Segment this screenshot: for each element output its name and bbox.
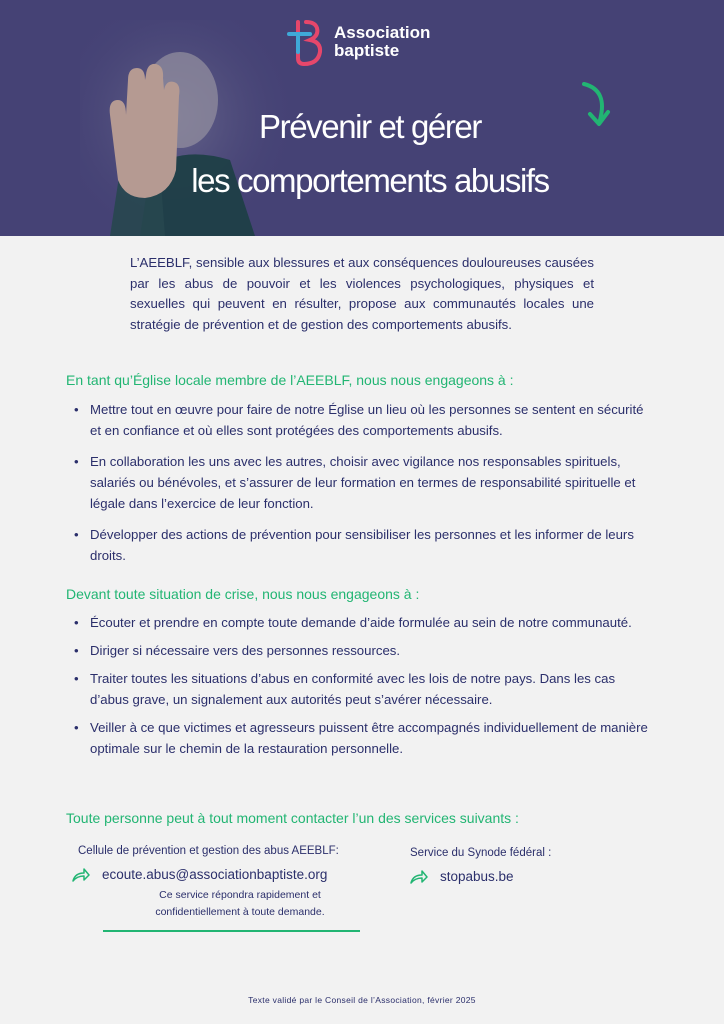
title-line-1: Prévenir et gérer <box>259 108 481 145</box>
logo-mark-icon <box>286 18 326 66</box>
list-item: • Écouter et prendre en compte toute demande d’aide formulée au sein de notre communauté. <box>74 615 632 630</box>
list-item: • Mettre tout en œuvre pour faire de notre Église un lieu où les personnes se sentent en sécurité et en confiance et où elles sont protégées des comportements abusifs. <box>74 402 644 438</box>
list-item: • Diriger si nécessaire vers des personnes ressources. <box>74 643 401 658</box>
curved-arrow-icon <box>578 80 614 132</box>
cell-label: Cellule de prévention et gestion des abus AEEBLF: <box>78 845 339 857</box>
synode-link[interactable] <box>410 869 514 884</box>
crisis-list <box>72 612 652 759</box>
share-arrow-icon <box>72 868 90 882</box>
contacts-heading: Toute personne peut à tout moment contacter l’un des services suivants : <box>66 810 519 826</box>
list-item: • Veiller à ce que victimes et agresseurs puissent être accompagnés individuellement de manière optimale sur le chemin de la restauration personnelle. <box>74 720 648 756</box>
list-item: • Développer des actions de prévention pour sensibiliser les personnes et les informer de leurs droits. <box>74 527 634 563</box>
page-title <box>150 100 590 208</box>
logo-line-2: baptiste <box>334 41 400 60</box>
intro-paragraph: L’AEEBLF, sensible aux blessures et aux conséquences douloureuses causées par les abus de pouvoir et les violences psychologiques, physiques et sexuelles qui peuvent en résulter, propose aux communautés locales une stratégie de prévention et de gestion des comportements abusifs. <box>130 255 594 332</box>
share-arrow-icon <box>410 870 428 884</box>
title-line-2: les comportements abusifs <box>191 162 549 199</box>
footer-note: Texte validé par le Conseil de l’Association, février 2025 <box>248 995 476 1005</box>
hero-banner <box>0 0 724 236</box>
synode-label: Service du Synode fédéral : <box>410 847 552 859</box>
association-logo[interactable] <box>286 18 430 66</box>
cell-email[interactable]: ecoute.abus@associationbaptiste.org <box>102 867 328 882</box>
section-crisis-heading: Devant toute situation de crise, nous nous engageons à : <box>66 586 420 602</box>
cell-email-link[interactable] <box>72 867 327 882</box>
divider-line <box>103 930 360 932</box>
list-item: • En collaboration les uns avec les autres, choisir avec vigilance nos responsables spirituels, salariés ou bénévoles, et s’assurer de leur formation en termes de responsabilité spirituelle et légale dans l’exercice de leur fonction. <box>74 454 636 511</box>
commitments-list <box>72 399 652 566</box>
section-commitments-heading: En tant qu’Église locale membre de l’AEEBLF, nous nous engageons à : <box>66 372 514 388</box>
logo-line-1: Association <box>334 23 431 42</box>
synode-url[interactable]: stopabus.be <box>440 869 514 884</box>
list-item: • Traiter toutes les situations d’abus en conformité avec les lois de notre pays. Dans les cas d’abus grave, un signalement aux autorités peut s’avérer nécessaire. <box>74 671 616 707</box>
cell-note: Ce service répondra rapidement et confidentiellement à toute demande. <box>155 889 325 918</box>
